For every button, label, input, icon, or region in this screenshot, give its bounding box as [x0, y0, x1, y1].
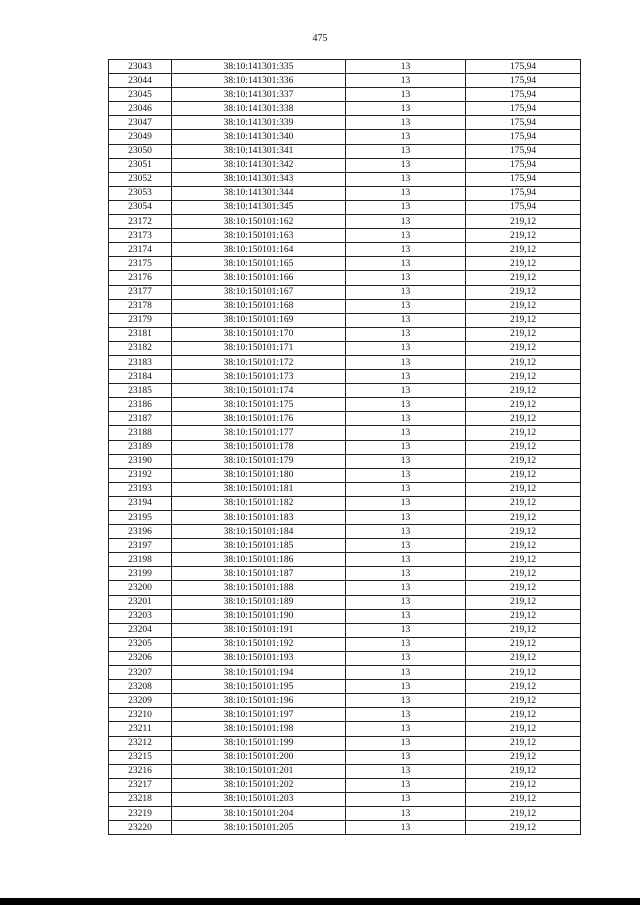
table-row: [109, 144, 581, 158]
value-cell: 219,12: [466, 511, 581, 525]
table-row: [109, 355, 581, 369]
table-row: [109, 74, 581, 88]
row-number-cell: 23193: [109, 482, 172, 496]
value-cell: 175,94: [466, 186, 581, 200]
cadastral-number-cell: 38:10:150101:181: [172, 482, 346, 496]
cadastral-number-cell: 38:10:150101:169: [172, 313, 346, 327]
cadastral-number-cell: 38:10:150101:186: [172, 553, 346, 567]
cadastral-number-cell: 38:10:150101:178: [172, 440, 346, 454]
row-number-cell: 23044: [109, 74, 172, 88]
count-cell: 13: [346, 511, 466, 525]
count-cell: 13: [346, 595, 466, 609]
table-row: [109, 229, 581, 243]
table-row: [109, 370, 581, 384]
value-cell: 219,12: [466, 271, 581, 285]
cadastral-number-cell: 38:10:150101:192: [172, 637, 346, 651]
cadastral-number-cell: 38:10:150101:180: [172, 468, 346, 482]
cadastral-number-cell: 38:10:141301:337: [172, 88, 346, 102]
row-number-cell: 23209: [109, 694, 172, 708]
cadastral-number-cell: 38:10:141301:342: [172, 158, 346, 172]
cadastral-number-cell: 38:10:150101:165: [172, 257, 346, 271]
value-cell: 219,12: [466, 708, 581, 722]
cadastral-number-cell: 38:10:150101:194: [172, 666, 346, 680]
value-cell: 219,12: [466, 609, 581, 623]
value-cell: 219,12: [466, 482, 581, 496]
cadastral-number-cell: 38:10:150101:163: [172, 229, 346, 243]
value-cell: 219,12: [466, 623, 581, 637]
table-row: [109, 637, 581, 651]
table-row: [109, 398, 581, 412]
count-cell: 13: [346, 88, 466, 102]
count-cell: 13: [346, 74, 466, 88]
value-cell: 219,12: [466, 299, 581, 313]
count-cell: 13: [346, 468, 466, 482]
table-row: [109, 680, 581, 694]
value-cell: 219,12: [466, 806, 581, 820]
row-number-cell: 23190: [109, 454, 172, 468]
row-number-cell: 23174: [109, 243, 172, 257]
row-number-cell: 23183: [109, 355, 172, 369]
cadastral-number-cell: 38:10:141301:335: [172, 60, 346, 74]
value-cell: 219,12: [466, 736, 581, 750]
value-cell: 219,12: [466, 468, 581, 482]
cadastral-number-cell: 38:10:150101:167: [172, 285, 346, 299]
value-cell: 219,12: [466, 313, 581, 327]
count-cell: 13: [346, 525, 466, 539]
count-cell: 13: [346, 116, 466, 130]
cadastral-number-cell: 38:10:150101:187: [172, 567, 346, 581]
table-row: [109, 412, 581, 426]
table-row: [109, 750, 581, 764]
table-row: [109, 116, 581, 130]
row-number-cell: 23182: [109, 341, 172, 355]
value-cell: 219,12: [466, 539, 581, 553]
cadastral-number-cell: 38:10:141301:340: [172, 130, 346, 144]
row-number-cell: 23212: [109, 736, 172, 750]
value-cell: 175,94: [466, 88, 581, 102]
count-cell: 13: [346, 384, 466, 398]
table-row: [109, 454, 581, 468]
value-cell: 219,12: [466, 525, 581, 539]
count-cell: 13: [346, 130, 466, 144]
count-cell: 13: [346, 215, 466, 229]
table-row: [109, 426, 581, 440]
row-number-cell: 23206: [109, 651, 172, 665]
cadastral-number-cell: 38:10:150101:183: [172, 511, 346, 525]
table-row: [109, 792, 581, 806]
table-row: [109, 130, 581, 144]
row-number-cell: 23045: [109, 88, 172, 102]
table-row: [109, 327, 581, 341]
value-cell: 219,12: [466, 370, 581, 384]
row-number-cell: 23176: [109, 271, 172, 285]
row-number-cell: 23219: [109, 806, 172, 820]
table-row: [109, 384, 581, 398]
scan-bottom-edge: [0, 898, 640, 905]
value-cell: 219,12: [466, 764, 581, 778]
table-row: [109, 88, 581, 102]
cadastral-number-cell: 38:10:141301:339: [172, 116, 346, 130]
count-cell: 13: [346, 553, 466, 567]
count-cell: 13: [346, 440, 466, 454]
value-cell: 219,12: [466, 215, 581, 229]
row-number-cell: 23178: [109, 299, 172, 313]
table-row: [109, 651, 581, 665]
value-cell: 219,12: [466, 581, 581, 595]
row-number-cell: 23196: [109, 525, 172, 539]
count-cell: 13: [346, 243, 466, 257]
count-cell: 13: [346, 792, 466, 806]
table-row: [109, 595, 581, 609]
table-row: [109, 736, 581, 750]
count-cell: 13: [346, 454, 466, 468]
table-row: [109, 440, 581, 454]
table-row: [109, 243, 581, 257]
table-row: [109, 285, 581, 299]
count-cell: 13: [346, 482, 466, 496]
row-number-cell: 23198: [109, 553, 172, 567]
row-number-cell: 23049: [109, 130, 172, 144]
table-row: [109, 821, 581, 835]
cadastral-number-cell: 38:10:150101:177: [172, 426, 346, 440]
cadastral-number-cell: 38:10:150101:188: [172, 581, 346, 595]
cadastral-number-cell: 38:10:150101:200: [172, 750, 346, 764]
row-number-cell: 23218: [109, 792, 172, 806]
count-cell: 13: [346, 778, 466, 792]
cadastral-number-cell: 38:10:150101:184: [172, 525, 346, 539]
table-row: [109, 158, 581, 172]
value-cell: 175,94: [466, 116, 581, 130]
cadastral-number-cell: 38:10:150101:162: [172, 215, 346, 229]
value-cell: 175,94: [466, 60, 581, 74]
row-number-cell: 23173: [109, 229, 172, 243]
value-cell: 219,12: [466, 440, 581, 454]
table-row: [109, 271, 581, 285]
count-cell: 13: [346, 144, 466, 158]
count-cell: 13: [346, 496, 466, 510]
value-cell: 219,12: [466, 750, 581, 764]
value-cell: 219,12: [466, 595, 581, 609]
table-row: [109, 186, 581, 200]
count-cell: 13: [346, 736, 466, 750]
value-cell: 175,94: [466, 200, 581, 214]
table-row: [109, 511, 581, 525]
value-cell: 219,12: [466, 412, 581, 426]
row-number-cell: 23207: [109, 666, 172, 680]
cadastral-number-cell: 38:10:141301:344: [172, 186, 346, 200]
table-row: [109, 496, 581, 510]
row-number-cell: 23184: [109, 370, 172, 384]
count-cell: 13: [346, 327, 466, 341]
cadastral-number-cell: 38:10:150101:166: [172, 271, 346, 285]
count-cell: 13: [346, 257, 466, 271]
count-cell: 13: [346, 623, 466, 637]
value-cell: 175,94: [466, 74, 581, 88]
row-number-cell: 23204: [109, 623, 172, 637]
value-cell: 219,12: [466, 229, 581, 243]
count-cell: 13: [346, 102, 466, 116]
cadastral-number-cell: 38:10:150101:176: [172, 412, 346, 426]
count-cell: 13: [346, 567, 466, 581]
cadastral-number-cell: 38:10:150101:198: [172, 722, 346, 736]
table-row: [109, 539, 581, 553]
cadastral-number-cell: 38:10:150101:174: [172, 384, 346, 398]
row-number-cell: 23210: [109, 708, 172, 722]
table-row: [109, 708, 581, 722]
value-cell: 175,94: [466, 102, 581, 116]
value-cell: 219,12: [466, 680, 581, 694]
value-cell: 219,12: [466, 637, 581, 651]
row-number-cell: 23201: [109, 595, 172, 609]
cadastral-number-cell: 38:10:150101:202: [172, 778, 346, 792]
cadastral-number-cell: 38:10:150101:168: [172, 299, 346, 313]
count-cell: 13: [346, 722, 466, 736]
count-cell: 13: [346, 694, 466, 708]
table-row: [109, 172, 581, 186]
row-number-cell: 23172: [109, 215, 172, 229]
table-row: [109, 215, 581, 229]
row-number-cell: 23215: [109, 750, 172, 764]
count-cell: 13: [346, 299, 466, 313]
cadastral-number-cell: 38:10:141301:343: [172, 172, 346, 186]
row-number-cell: 23046: [109, 102, 172, 116]
table-row: [109, 482, 581, 496]
cadastral-number-cell: 38:10:150101:179: [172, 454, 346, 468]
count-cell: 13: [346, 285, 466, 299]
value-cell: 175,94: [466, 158, 581, 172]
cadastral-number-cell: 38:10:150101:203: [172, 792, 346, 806]
row-number-cell: 23047: [109, 116, 172, 130]
value-cell: 219,12: [466, 553, 581, 567]
value-cell: 219,12: [466, 567, 581, 581]
row-number-cell: 23179: [109, 313, 172, 327]
row-number-cell: 23208: [109, 680, 172, 694]
value-cell: 219,12: [466, 355, 581, 369]
row-number-cell: 23177: [109, 285, 172, 299]
row-number-cell: 23194: [109, 496, 172, 510]
table-row: [109, 200, 581, 214]
row-number-cell: 23189: [109, 440, 172, 454]
row-number-cell: 23216: [109, 764, 172, 778]
table-row: [109, 313, 581, 327]
row-number-cell: 23051: [109, 158, 172, 172]
count-cell: 13: [346, 708, 466, 722]
value-cell: 219,12: [466, 666, 581, 680]
count-cell: 13: [346, 398, 466, 412]
count-cell: 13: [346, 750, 466, 764]
row-number-cell: 23200: [109, 581, 172, 595]
count-cell: 13: [346, 764, 466, 778]
table-row: [109, 468, 581, 482]
cadastral-number-cell: 38:10:141301:336: [172, 74, 346, 88]
cadastral-number-cell: 38:10:150101:164: [172, 243, 346, 257]
value-cell: 219,12: [466, 327, 581, 341]
count-cell: 13: [346, 158, 466, 172]
cadastral-number-cell: 38:10:150101:171: [172, 341, 346, 355]
cadastral-number-cell: 38:10:150101:185: [172, 539, 346, 553]
value-cell: 219,12: [466, 694, 581, 708]
cadastral-number-cell: 38:10:141301:345: [172, 200, 346, 214]
cadastral-number-cell: 38:10:150101:190: [172, 609, 346, 623]
cadastral-number-cell: 38:10:150101:172: [172, 355, 346, 369]
table-row: [109, 778, 581, 792]
value-cell: 175,94: [466, 172, 581, 186]
cadastral-number-cell: 38:10:150101:193: [172, 651, 346, 665]
cadastral-number-cell: 38:10:141301:338: [172, 102, 346, 116]
count-cell: 13: [346, 666, 466, 680]
registry-table: [108, 59, 581, 835]
table-row: [109, 694, 581, 708]
table-row: [109, 567, 581, 581]
value-cell: 219,12: [466, 243, 581, 257]
row-number-cell: 23186: [109, 398, 172, 412]
count-cell: 13: [346, 412, 466, 426]
table-body: [109, 60, 581, 835]
count-cell: 13: [346, 581, 466, 595]
table-row: [109, 553, 581, 567]
count-cell: 13: [346, 539, 466, 553]
cadastral-number-cell: 38:10:150101:196: [172, 694, 346, 708]
row-number-cell: 23197: [109, 539, 172, 553]
row-number-cell: 23052: [109, 172, 172, 186]
value-cell: 219,12: [466, 285, 581, 299]
value-cell: 219,12: [466, 398, 581, 412]
row-number-cell: 23211: [109, 722, 172, 736]
cadastral-number-cell: 38:10:150101:189: [172, 595, 346, 609]
table-row: [109, 257, 581, 271]
count-cell: 13: [346, 370, 466, 384]
cadastral-number-cell: 38:10:150101:195: [172, 680, 346, 694]
value-cell: 219,12: [466, 821, 581, 835]
value-cell: 219,12: [466, 778, 581, 792]
value-cell: 219,12: [466, 496, 581, 510]
value-cell: 219,12: [466, 651, 581, 665]
value-cell: 219,12: [466, 257, 581, 271]
row-number-cell: 23220: [109, 821, 172, 835]
cadastral-number-cell: 38:10:150101:173: [172, 370, 346, 384]
row-number-cell: 23188: [109, 426, 172, 440]
cadastral-number-cell: 38:10:150101:204: [172, 806, 346, 820]
count-cell: 13: [346, 172, 466, 186]
count-cell: 13: [346, 60, 466, 74]
count-cell: 13: [346, 200, 466, 214]
cadastral-number-cell: 38:10:150101:197: [172, 708, 346, 722]
cadastral-number-cell: 38:10:150101:199: [172, 736, 346, 750]
table-row: [109, 60, 581, 74]
table-row: [109, 525, 581, 539]
row-number-cell: 23203: [109, 609, 172, 623]
table-row: [109, 764, 581, 778]
page-number: 475: [312, 33, 328, 44]
table-row: [109, 341, 581, 355]
count-cell: 13: [346, 680, 466, 694]
cadastral-number-cell: 38:10:141301:341: [172, 144, 346, 158]
row-number-cell: 23043: [109, 60, 172, 74]
value-cell: 219,12: [466, 792, 581, 806]
value-cell: 219,12: [466, 722, 581, 736]
count-cell: 13: [346, 821, 466, 835]
cadastral-number-cell: 38:10:150101:191: [172, 623, 346, 637]
count-cell: 13: [346, 271, 466, 285]
table-row: [109, 299, 581, 313]
row-number-cell: 23185: [109, 384, 172, 398]
row-number-cell: 23053: [109, 186, 172, 200]
count-cell: 13: [346, 229, 466, 243]
count-cell: 13: [346, 609, 466, 623]
count-cell: 13: [346, 186, 466, 200]
table-row: [109, 581, 581, 595]
value-cell: 219,12: [466, 454, 581, 468]
row-number-cell: 23187: [109, 412, 172, 426]
row-number-cell: 23175: [109, 257, 172, 271]
row-number-cell: 23054: [109, 200, 172, 214]
count-cell: 13: [346, 313, 466, 327]
row-number-cell: 23199: [109, 567, 172, 581]
row-number-cell: 23050: [109, 144, 172, 158]
count-cell: 13: [346, 806, 466, 820]
row-number-cell: 23205: [109, 637, 172, 651]
row-number-cell: 23181: [109, 327, 172, 341]
count-cell: 13: [346, 637, 466, 651]
count-cell: 13: [346, 355, 466, 369]
table-row: [109, 666, 581, 680]
cadastral-number-cell: 38:10:150101:175: [172, 398, 346, 412]
row-number-cell: 23195: [109, 511, 172, 525]
count-cell: 13: [346, 341, 466, 355]
cadastral-number-cell: 38:10:150101:205: [172, 821, 346, 835]
table-row: [109, 806, 581, 820]
table-row: [109, 623, 581, 637]
value-cell: 219,12: [466, 341, 581, 355]
cadastral-number-cell: 38:10:150101:201: [172, 764, 346, 778]
cadastral-number-cell: 38:10:150101:182: [172, 496, 346, 510]
value-cell: 175,94: [466, 144, 581, 158]
table-row: [109, 722, 581, 736]
table-row: [109, 102, 581, 116]
count-cell: 13: [346, 426, 466, 440]
row-number-cell: 23217: [109, 778, 172, 792]
count-cell: 13: [346, 651, 466, 665]
value-cell: 219,12: [466, 384, 581, 398]
row-number-cell: 23192: [109, 468, 172, 482]
cadastral-number-cell: 38:10:150101:170: [172, 327, 346, 341]
value-cell: 219,12: [466, 426, 581, 440]
table-row: [109, 609, 581, 623]
value-cell: 175,94: [466, 130, 581, 144]
